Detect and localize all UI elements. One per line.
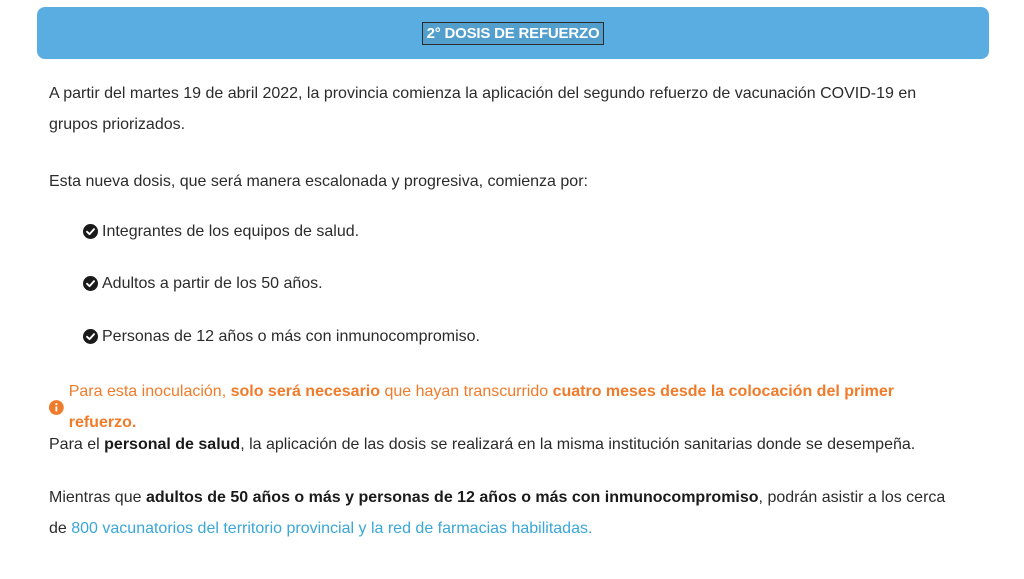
- check-circle-icon: [83, 329, 98, 344]
- list-item: [83, 216, 359, 247]
- others-paragraph: [49, 482, 949, 544]
- list-item-label: Personas de 12 años o más con inmunocompromiso.: [102, 328, 480, 345]
- info-circle-icon: [49, 400, 64, 415]
- paragraph-text: , podrán asistir a los cerca de: [49, 489, 946, 537]
- check-circle-icon: [83, 276, 98, 291]
- notice-bold-text: solo será necesario: [230, 383, 381, 400]
- list-item: [83, 321, 480, 352]
- check-circle-icon: [83, 224, 98, 239]
- intro-paragraph: A partir del martes 19 de abril 2022, la provincia comienza la aplicación del segundo refuerzo de vacunación COVID-19 en grupos priorizados.: [49, 85, 917, 133]
- paragraph-bold-text: adultos de 50 años o más y personas de 12 años o más con inmunocompromiso: [145, 489, 759, 506]
- list-item-label: Adultos a partir de los 50 años.: [102, 275, 323, 292]
- paragraph-bold-text: personal de salud: [104, 436, 241, 453]
- list-item: [83, 268, 323, 299]
- notice-bold-text: cuatro meses desde la colocación del primer refuerzo.: [68, 383, 895, 431]
- paragraph-text: Para el: [49, 436, 105, 453]
- section-header: [37, 7, 989, 59]
- notice-text: que hayan transcurrido: [380, 383, 553, 400]
- list-item-label: Integrantes de los equipos de salud.: [102, 223, 360, 240]
- vaccination-centers-link[interactable]: 800 vacunatorios del territorio provincial y la red de farmacias habilitadas.: [71, 520, 593, 537]
- paragraph-text: Mientras que: [49, 489, 146, 506]
- health-staff-paragraph: [49, 429, 949, 460]
- section-title: 2° DOSIS DE REFUERZO: [422, 22, 605, 45]
- paragraph-text: , la aplicación de las dosis se realizará en la misma institución sanitarias donde se desempeña.: [240, 436, 916, 453]
- schedule-paragraph: Esta nueva dosis, que será manera escalonada y progresiva, comienza por:: [49, 173, 588, 190]
- notice-text: Para esta inoculación,: [68, 383, 231, 400]
